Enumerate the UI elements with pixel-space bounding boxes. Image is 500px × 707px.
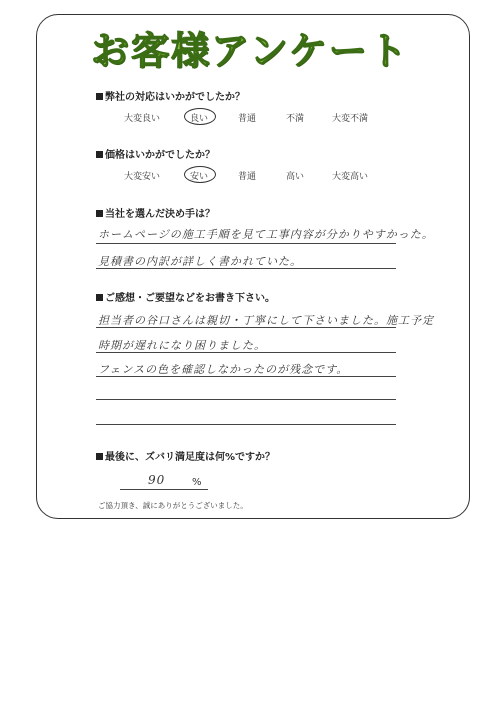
question-comments-label: ご感想・ご要望などをお書き下さい。: [105, 293, 275, 304]
bullet-square-icon: [96, 151, 103, 158]
reason-rule-1: [96, 243, 396, 244]
question-satisfaction-label: 最後に、ズバリ満足度は何%ですか？: [105, 452, 276, 463]
satisfaction-unit: %: [192, 477, 202, 488]
survey-title: お客様アンケート: [91, 29, 409, 73]
footer-thanks: ご協力頂き、誠にありがとうございました。: [98, 501, 248, 510]
comments-rule-3: [96, 376, 396, 377]
price-option-3[interactable]: 普通: [238, 172, 257, 182]
question-service: [96, 88, 245, 103]
service-option-5[interactable]: 大変不満: [332, 114, 369, 124]
comments-rule-2: [96, 352, 396, 353]
price-option-2[interactable]: 安い: [190, 172, 209, 182]
reason-answer-line-1: ホームページの施工手順を見て工事内容が分かりやすかった。: [98, 228, 434, 241]
service-option-1[interactable]: 大変良い: [124, 114, 161, 124]
comments-rule-4: [96, 399, 396, 400]
bullet-square-icon: [96, 453, 103, 460]
reason-answer-line-2: 見積書の内訳が詳しく書かれていた。: [98, 255, 302, 268]
question-price: [96, 146, 215, 161]
comments-answer-line-2: 時期が遅れになり困りました。: [98, 339, 266, 352]
satisfaction-rule: [120, 489, 208, 490]
question-comments: [96, 289, 275, 304]
price-option-1[interactable]: 大変安い: [124, 172, 161, 182]
service-option-3[interactable]: 普通: [238, 114, 257, 124]
price-selected-circle: [184, 166, 216, 183]
comments-rule-1: [96, 327, 396, 328]
reason-rule-2: [96, 268, 396, 269]
question-service-label: 弊社の対応はいかがでしたか？: [105, 92, 245, 103]
comments-answer-line-3: フェンスの色を確認しなかったのが残念です。: [98, 363, 349, 376]
service-option-2[interactable]: 良い: [190, 114, 209, 124]
comments-answer-line-1: 担当者の谷口さんは親切・丁寧にして下さいました。施工予定: [98, 314, 434, 327]
service-selected-circle: [184, 108, 216, 125]
bullet-square-icon: [96, 210, 103, 217]
question-reason: [96, 205, 215, 220]
price-option-5[interactable]: 大変高い: [332, 172, 369, 182]
question-satisfaction: [96, 448, 275, 463]
satisfaction-value: 90: [148, 473, 166, 487]
comments-rule-5: [96, 424, 396, 425]
question-price-label: 価格はいかがでしたか？: [105, 150, 215, 161]
service-option-4[interactable]: 不満: [286, 114, 305, 124]
question-reason-label: 当社を選んだ決め手は？: [105, 209, 215, 220]
bullet-square-icon: [96, 294, 103, 301]
bullet-square-icon: [96, 93, 103, 100]
price-option-4[interactable]: 高い: [286, 172, 305, 182]
